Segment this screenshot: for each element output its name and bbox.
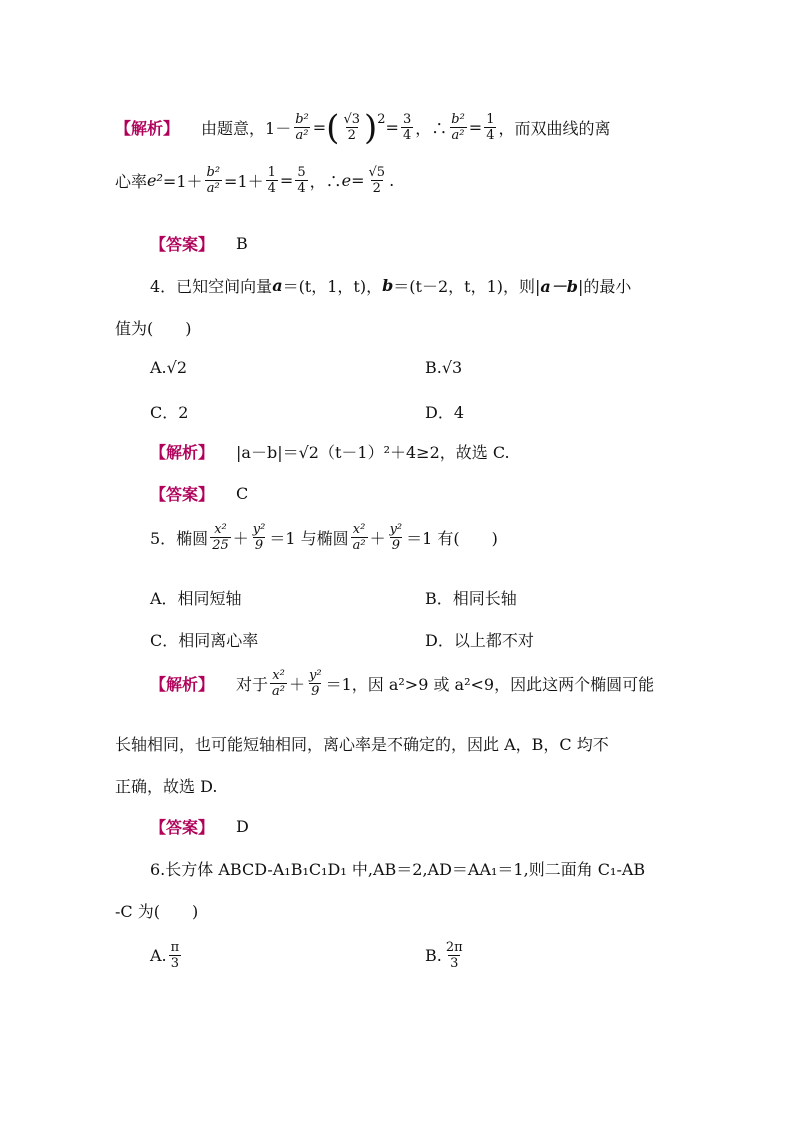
q4-stem-line2	[115, 316, 192, 339]
option-b: B.√3	[425, 358, 463, 377]
option-d: D．以上都不对	[425, 631, 534, 650]
option-a: A．相同短轴	[150, 589, 242, 608]
q6-stem-line1	[150, 857, 645, 880]
q5-stem	[150, 522, 498, 553]
text: 对于	[236, 675, 269, 694]
paren-open: (	[326, 107, 340, 148]
text: ＝1，因 a²>9 或 a²<9，因此这两个椭圆可能	[325, 675, 655, 694]
text: -C 为( )	[115, 902, 199, 921]
math: e	[341, 171, 352, 190]
vector-a: a	[272, 276, 283, 295]
answer-tag: 【答案】	[150, 235, 215, 254]
s3-analysis-line2	[115, 165, 394, 196]
text: ＝(t，1，t)，	[282, 277, 383, 296]
fraction: $\frac{\text{b²}}{\text{a²}}$	[451, 112, 465, 143]
text: 值为( )	[115, 319, 192, 338]
math: 1－	[265, 119, 292, 138]
fraction: $\frac{\text{y²}}{9}$	[252, 522, 266, 553]
q4-analysis	[150, 440, 510, 463]
fraction: $\frac{√3}{2}$	[343, 112, 360, 143]
answer-tag: 【答案】	[150, 818, 215, 837]
vector-diff: a－b	[540, 277, 578, 296]
answer-value: D	[236, 817, 249, 836]
s3-answer	[150, 232, 248, 255]
text: 心率	[115, 172, 148, 191]
fraction: $\frac{5}{4}$	[297, 165, 306, 196]
q4-option-b	[425, 358, 462, 377]
answer-tag: 【答案】	[150, 485, 215, 504]
fraction: $\frac{√5}{2}$	[368, 165, 386, 196]
option-b: B．相同长轴	[425, 589, 517, 608]
fraction: $\frac{\text{x²}}{\text{a²}}$	[272, 668, 285, 699]
fraction: $\frac{1}{4}$	[486, 112, 495, 143]
fraction: $\frac{1}{4}$	[267, 165, 276, 196]
q6-stem-line2	[115, 899, 198, 922]
text: 长轴相同，也可能短轴相同，离心率是不确定的，因此 A，B，C 均不	[115, 735, 609, 754]
math: ＋	[232, 529, 249, 548]
q5-option-a	[150, 586, 242, 609]
q5-option-b	[425, 586, 517, 609]
q5-analysis-line2	[115, 732, 609, 755]
fraction: $\frac{\text{y²}}{9}$	[309, 668, 322, 699]
option-d: D．4	[425, 403, 465, 422]
text: 5．椭圆	[150, 529, 209, 548]
s3-analysis-line1	[115, 107, 611, 148]
q5-option-d	[425, 628, 534, 651]
fraction: $\frac{\pi}{3}$	[170, 940, 180, 971]
analysis-text: |a－b|＝√2（t－1）²＋4≥2，故选 C.	[236, 443, 510, 462]
q5-option-c	[150, 628, 258, 651]
q4-stem-line1	[150, 274, 631, 297]
math: =	[385, 118, 399, 137]
math: ＋	[369, 529, 386, 548]
text: ＝(t－2，t，1)，则|	[393, 277, 541, 296]
q5-analysis-line3	[115, 774, 217, 797]
math: =	[351, 171, 365, 190]
math: ，∴	[415, 119, 448, 138]
q6-option-b	[425, 940, 467, 971]
option-a: A.√2	[150, 358, 188, 377]
text: ＝1 有( )	[406, 529, 498, 548]
analysis-tag: 【解析】	[150, 443, 215, 462]
analysis-tag: 【解析】	[150, 675, 215, 694]
math: =1＋	[224, 172, 264, 191]
fraction: $\frac{\text{x²}}{25}$	[212, 522, 229, 553]
math: =	[279, 171, 294, 190]
exponent: 2	[377, 112, 386, 127]
fraction: $\frac{\text{x²}}{\text{a²}}$	[352, 522, 366, 553]
option-a-label: A.	[150, 946, 167, 965]
q4-option-c	[150, 400, 188, 423]
answer-value: B	[236, 234, 248, 253]
text: ＝1 与椭圆	[269, 529, 349, 548]
q4-options-ab	[150, 358, 187, 377]
paren-close: )	[364, 107, 378, 148]
q6-option-a	[150, 940, 183, 971]
answer-value: C	[236, 484, 249, 503]
text: |的最小	[577, 277, 632, 296]
q4-answer	[150, 482, 248, 505]
text: 由题意，	[201, 119, 266, 138]
q4-option-d	[425, 400, 464, 423]
fraction: $\frac{2\pi}{3}$	[445, 940, 463, 971]
text: ，而双曲线的离	[498, 119, 611, 138]
fraction: $\frac{\text{b²}}{\text{a²}}$	[295, 112, 309, 143]
fraction: $\frac{\text{b²}}{\text{a²}}$	[206, 165, 221, 196]
text: 正确，故选 D.	[115, 777, 218, 796]
option-b-label: B.	[425, 946, 442, 965]
fraction: $\frac{\text{y²}}{9}$	[389, 522, 403, 553]
vector-b: b	[382, 276, 394, 295]
option-c: C．2	[150, 403, 189, 422]
math: =1＋	[162, 172, 203, 191]
math: =	[312, 118, 327, 137]
math: .	[389, 171, 395, 190]
q5-analysis-line1	[150, 668, 654, 699]
text: 4．已知空间向量	[150, 277, 273, 296]
text: 6.长方体 ABCD-A₁B₁C₁D₁ 中,AB＝2,AD＝AA₁＝1,则二面角 C₁-AB	[150, 860, 646, 879]
math: ，∴	[309, 172, 342, 191]
math: ＋	[289, 675, 306, 694]
math: =	[468, 118, 483, 137]
option-c: C．相同离心率	[150, 631, 259, 650]
q5-answer	[150, 815, 249, 838]
analysis-tag: 【解析】	[115, 119, 180, 138]
math: e²	[147, 171, 163, 190]
fraction: $\frac{3}{4}$	[402, 112, 412, 143]
